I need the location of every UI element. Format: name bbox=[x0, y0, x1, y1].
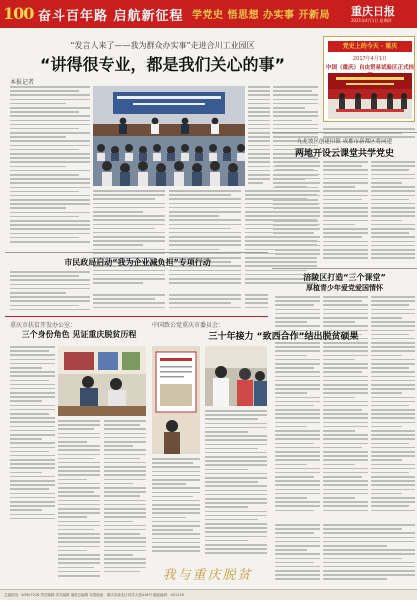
top-story-kicker: “发言人来了——我为群众办实事”走进合川工业园区 bbox=[70, 41, 255, 50]
office-scene-illustration bbox=[58, 346, 146, 416]
story-bottom-right-col0 bbox=[152, 458, 200, 560]
zhigong-photo-left bbox=[152, 346, 200, 454]
story-bottom-left-col3 bbox=[104, 420, 146, 585]
history-today-title: 中国（重庆）自由贸易试验区正式挂 bbox=[326, 65, 415, 71]
story-mid-col4 bbox=[245, 294, 268, 313]
story-right-1-kicker: 九龙坡区创建旧镇 成都市新都区将同建 bbox=[296, 139, 393, 145]
history-today-date: 2017年4月1日 bbox=[352, 56, 388, 62]
top-story-text-col1 bbox=[10, 86, 90, 246]
masthead bbox=[0, 0, 417, 28]
masthead-title: 奋斗百年路 启航新征程 bbox=[38, 9, 184, 24]
section-divider bbox=[5, 316, 268, 317]
story-mid-col1 bbox=[10, 271, 90, 313]
story-bottom-right-col-far bbox=[323, 524, 415, 584]
story-bottom-left-col2 bbox=[58, 420, 100, 585]
free-trade-zone-photo bbox=[328, 73, 412, 119]
calligraphy-banner: 我与重庆脱贫 bbox=[162, 568, 253, 583]
centenary-number: 100 bbox=[3, 4, 34, 23]
divider bbox=[272, 132, 417, 133]
divider bbox=[272, 268, 417, 269]
photo-caption-column bbox=[248, 86, 270, 186]
zhigong-photo-right bbox=[205, 346, 267, 406]
story-right-2-headline: 涪陵区打造“三个课堂” bbox=[303, 273, 386, 282]
story-bottom-right-col-mid bbox=[275, 524, 320, 584]
poverty-office-photo bbox=[58, 346, 146, 416]
top-story-byline: 本报记者 bbox=[10, 79, 35, 86]
issue-date: 2021年4月1日 星期四 bbox=[351, 18, 392, 23]
story-right-2-subheadline: 厚植青少年爱党爱国情怀 bbox=[306, 284, 383, 292]
story-bottom-left-section: 重庆市扶贫开发办公室： bbox=[10, 322, 77, 329]
top-story-headline: “讲得很专业，都是我们关心的事” bbox=[39, 55, 286, 74]
masthead-slogan: 学党史 悟思想 办实事 开新局 bbox=[192, 10, 330, 21]
top-story-text-col3 bbox=[169, 190, 241, 290]
divider bbox=[5, 252, 268, 253]
newspaper-logo: 重庆日报 bbox=[351, 5, 395, 18]
story-bottom-right-col1 bbox=[205, 410, 267, 560]
story-bottom-right-section: 中国致公党重庆市委员会： bbox=[152, 322, 225, 329]
history-today-box bbox=[323, 36, 415, 122]
medical-visit-illustration bbox=[205, 346, 267, 406]
story-mid-col2 bbox=[93, 294, 165, 313]
ceremony-photo-illustration bbox=[328, 73, 412, 119]
story-mid-headline: 市民政局启动“我为企业减负担”专项行动 bbox=[64, 258, 211, 267]
story-right-1-col3 bbox=[371, 161, 415, 266]
story-bottom-left-col1 bbox=[10, 346, 55, 526]
story-right-1-headline: 两地开设云课堂共学党史 bbox=[294, 149, 394, 159]
history-today-header: 党史上的今天 · 重庆 bbox=[328, 41, 412, 52]
document-display-illustration bbox=[152, 346, 200, 454]
story-bottom-right-headline: 三十年接力 “致西合作”结出脱贫硕果 bbox=[208, 332, 359, 342]
story-bottom-left-headline: 三个身份角色 见证重庆脱贫历程 bbox=[21, 330, 137, 339]
story-right-1-col1 bbox=[275, 161, 320, 266]
top-story-text-col2 bbox=[93, 190, 165, 290]
page-footer: 主编热线：63907226 责任编辑 美术编辑 值班总编辑 本报地址：重庆市渝北区同茂大道416号 邮政编码：401120 bbox=[0, 589, 417, 600]
story-mid-col3 bbox=[169, 294, 241, 313]
meeting-photo-illustration bbox=[93, 86, 245, 186]
top-story-photo bbox=[93, 86, 245, 186]
story-right-1-col2 bbox=[323, 161, 368, 266]
